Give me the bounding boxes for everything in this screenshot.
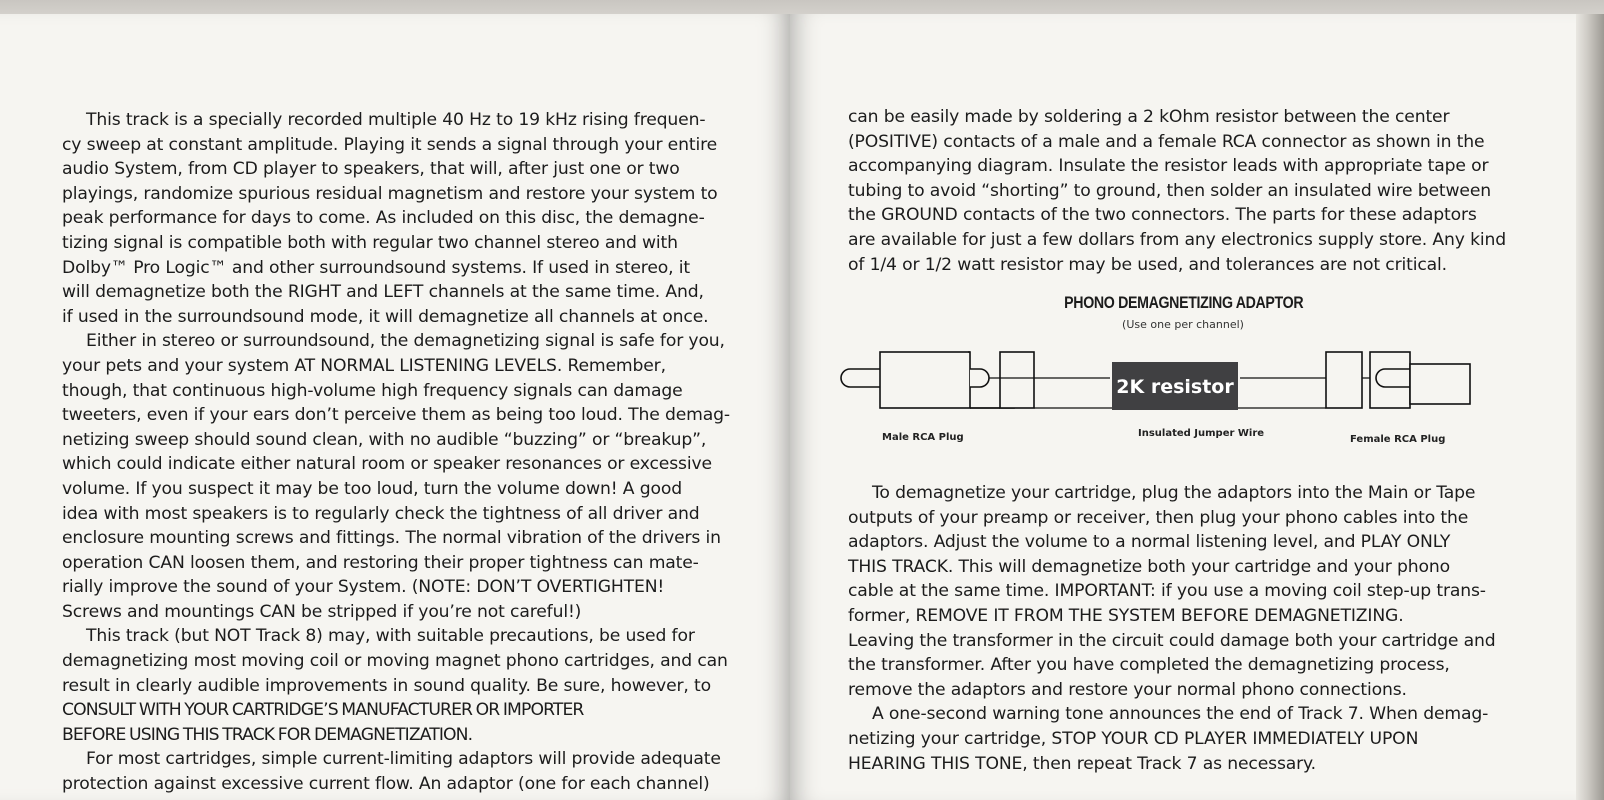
diagram-subtitle: (Use one per channel) [1122, 318, 1244, 331]
male-plug-pin [841, 369, 880, 387]
text-line: adaptors. Adjust the volume to a normal listening level, and PLAY ONLY [848, 532, 1451, 553]
text-line: if used in the surroundsound mode, it will demagnetize all channels at once. [62, 306, 709, 327]
text-line: the transformer. After you have completed the demagnetizing process, [848, 655, 1450, 676]
text-line: Leaving the transformer in the circuit could damage both your cartridge and [848, 630, 1496, 651]
text-line: remove the adaptors and restore your normal phono connections. [848, 679, 1407, 700]
text-line: idea with most speakers is to regularly check the tightness of all driver and [62, 503, 700, 524]
text-line: This track (but NOT Track 8) may, with suitable precautions, be used for [86, 626, 695, 647]
text-line: volume. If you suspect it may be too loud, turn the volume down! A good [62, 478, 682, 499]
text-line: operation CAN loosen them, and restoring their proper tightness can mate- [62, 552, 699, 573]
text-line: rially improve the sound of your System. (NOTE: DON’T OVERTIGHTEN! [62, 577, 665, 598]
text-line: demagnetizing most moving coil or moving magnet phono cartridges, and can [62, 651, 728, 672]
text-line: This track is a specially recorded multiple 40 Hz to 19 kHz rising frequen- [86, 110, 706, 130]
text-line: which could indicate either natural room or speaker resonances or excessive [62, 454, 712, 475]
text-line: your pets and your system AT NORMAL LISTENING LEVELS. Remember, [62, 355, 666, 376]
text-line: To demagnetize your cartridge, plug the adaptors into the Main or Tape [872, 483, 1476, 503]
female-plug-outer [1410, 364, 1470, 404]
booklet-edge [1576, 14, 1604, 800]
text-line: cable at the same time. IMPORTANT: if you use a moving coil step-up trans- [848, 581, 1486, 602]
text-line: Either in stereo or surroundsound, the demagnetizing signal is safe for you, [86, 331, 725, 352]
text-line: HEARING THIS TONE, then repeat Track 7 as necessary. [848, 753, 1316, 774]
text-line: protection against excessive current flow. An adaptor (one for each channel) [62, 774, 710, 795]
female-plug-label: Female RCA Plug [1350, 434, 1446, 445]
text-line: are available for just a few dollars from any electronics supply store. Any kind [848, 229, 1507, 250]
text-line: accompanying diagram. Insulate the resistor leads with appropriate tape or [848, 156, 1489, 177]
left-page [0, 14, 790, 800]
text-line: audio System, from CD player to speakers, that will, after just one or two [62, 159, 680, 180]
female-plug-socket [1376, 369, 1410, 387]
text-line: of 1/4 or 1/2 watt resistor may be used, and tolerances are not critical. [848, 254, 1447, 275]
text-line: Dolby™ Pro Logic™ and other surroundsound systems. If used in stereo, it [62, 257, 690, 278]
text-line: enclosure mounting screws and fittings. The normal vibration of the drivers in [62, 528, 721, 549]
diagram-title: PHONO DEMAGNETIZING ADAPTOR [1064, 294, 1304, 312]
text-line: former, REMOVE IT FROM THE SYSTEM BEFORE DEMAGNETIZING. [848, 605, 1404, 626]
text-line: the GROUND contacts of the two connectors. The parts for these adaptors [848, 205, 1477, 226]
text-line: though, that continuous high-volume high frequency signals can damage [62, 380, 683, 401]
male-plug-contact [970, 369, 989, 387]
text-line: netizing your cartridge, STOP YOUR CD PLAYER IMMEDIATELY UPON [848, 728, 1419, 749]
male-plug-label: Male RCA Plug [882, 432, 964, 443]
female-plug-sleeve [1326, 352, 1362, 408]
text-line: For most cartridges, simple current-limiting adaptors will provide adequate [86, 749, 721, 770]
jumper-wire-label: Insulated Jumper Wire [1138, 428, 1265, 439]
text-line: netizing sweep should sound clean, with no audible “buzzing” or “breakup”, [62, 429, 707, 450]
text-line: outputs of your preamp or receiver, then plug your phono cables into the [848, 507, 1469, 528]
text-line: result in clearly audible improvements in sound quality. Be sure, however, to [62, 675, 711, 696]
text-line: (POSITIVE) contacts of a male and a female RCA connector as shown in the [848, 131, 1485, 152]
text-line: cy sweep at constant amplitude. Playing it sends a signal through your entire [62, 134, 718, 155]
text-line: peak performance for days to come. As included on this disc, the demagne- [62, 208, 705, 229]
text-line: A one-second warning tone announces the end of Track 7. When demag- [872, 704, 1489, 725]
text-line: CONSULT WITH YOUR CARTRIDGE’S MANUFACTURER OR IMPORTER [62, 700, 584, 721]
right-page-bottom-text [848, 481, 1548, 776]
text-line: will demagnetize both the RIGHT and LEFT channels at the same time. And, [62, 282, 704, 303]
text-line: tizing signal is compatible both with regular two channel stereo and with [62, 232, 678, 253]
text-line: Screws and mountings CAN be stripped if you’re not careful!) [62, 601, 582, 622]
text-line: tubing to avoid “shorting” to ground, then solder an insulated wire between [848, 180, 1491, 201]
right-page [790, 14, 1576, 800]
text-line: THIS TRACK. This will demagnetize both your cartridge and your phono [848, 556, 1450, 577]
left-page-text [62, 108, 762, 797]
text-line: playings, randomize spurious residual magnetism and restore your system to [62, 183, 718, 204]
text-line: tweeters, even if your ears don’t perceive them as being too loud. The demag- [62, 405, 730, 426]
resistor-label: 2K resistor [1116, 376, 1234, 398]
text-line: can be easily made by soldering a 2 kOhm resistor between the center [848, 107, 1450, 127]
male-plug-body [880, 352, 970, 408]
male-plug-sleeve-right [1000, 352, 1034, 408]
text-line: BEFORE USING THIS TRACK FOR DEMAGNETIZATION. [62, 724, 473, 745]
right-page-top-text [848, 105, 1548, 277]
